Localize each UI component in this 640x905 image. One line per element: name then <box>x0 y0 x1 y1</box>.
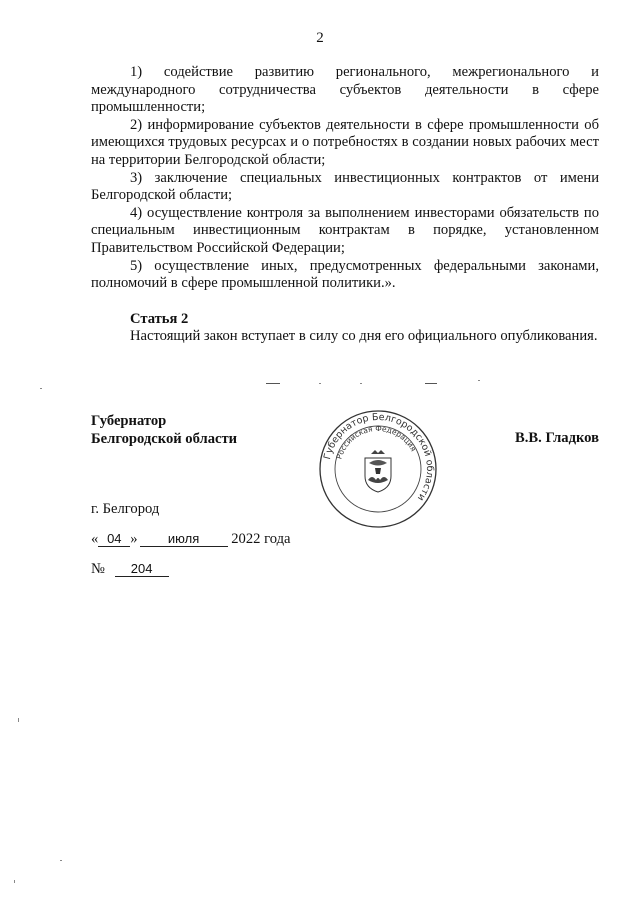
seal-inner-text: Российская Федерация <box>334 423 419 461</box>
date-open-quote: « <box>91 531 99 547</box>
list-item-1: 1) содействие развитию регионального, межрегионального и международного сотрудничества субъектов деятельности в сфере промышленности; <box>91 64 599 116</box>
scan-dot <box>478 380 480 381</box>
official-seal <box>317 408 439 530</box>
governor-name: В.В. Гладков <box>515 430 599 446</box>
separator-mark <box>425 383 437 384</box>
seal-outer-text: Губернатор Белгородской области <box>322 411 436 503</box>
article-text: Настоящий закон вступает в силу со дня его официального опубликования. <box>130 328 598 345</box>
page-number: 2 <box>316 30 324 46</box>
scan-dot <box>14 880 15 883</box>
date-close-quote: » <box>130 531 138 547</box>
list-item-5: 5) осуществление иных, предусмотренных федеральными законами, полномочий в сфере промышленной политики.». <box>91 257 599 292</box>
governor-title-line1: Губернатор <box>91 413 167 429</box>
place: г. Белгород <box>91 501 160 517</box>
date-day: 04 <box>98 532 130 547</box>
separator-mark <box>266 383 280 384</box>
signing-date <box>91 531 291 548</box>
list-item-3: 3) заключение специальных инвестиционных контрактов от имени Белгородской области; <box>91 169 599 204</box>
scan-dot <box>319 383 321 384</box>
date-year: 2022 года <box>231 531 291 547</box>
scan-dot <box>360 383 362 384</box>
date-month: июля <box>140 532 228 547</box>
coat-of-arms-icon <box>365 450 391 492</box>
law-text <box>91 64 599 346</box>
list-item-2: 2) информирование субъектов деятельности в сфере промышленности об имеющихся трудовых ресурсах и о потребностях в создании новых рабочих мест на территории Белгородской области; <box>91 116 599 168</box>
law-number <box>91 561 169 578</box>
scan-dot <box>18 718 19 722</box>
scan-dot <box>40 388 42 389</box>
article-heading: Статья 2 <box>130 310 189 327</box>
governor-title-line2: Белгородской области <box>91 431 238 447</box>
scan-dot <box>60 860 62 861</box>
number-sign: № <box>91 561 105 577</box>
list-item-4: 4) осуществление контроля за выполнением инвесторами обязательств по специальным инвестиционным контрактам в порядке, установленном Правительством Российской Федерации; <box>91 204 599 256</box>
spacer <box>91 293 599 311</box>
number-value: 204 <box>115 562 169 577</box>
governor-title <box>91 412 237 448</box>
